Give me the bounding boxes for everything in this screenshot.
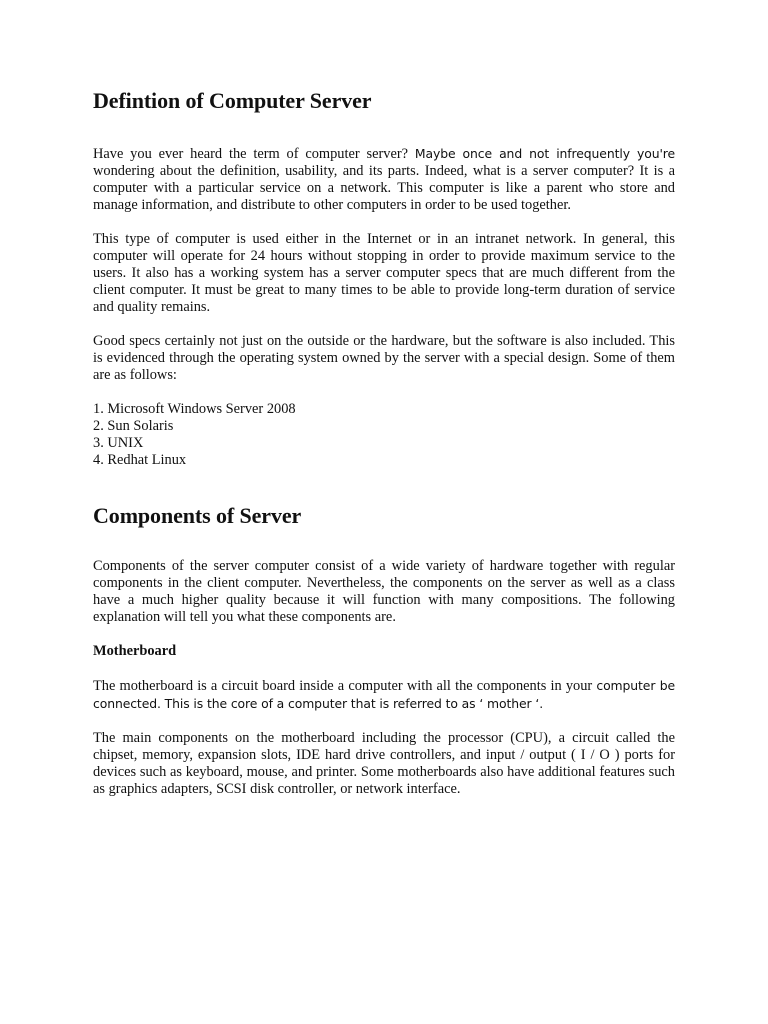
os-list-item: 3. UNIX xyxy=(93,435,144,451)
os-list xyxy=(93,401,675,469)
paragraph-operation: This type of computer is used either in the Internet or in an intranet network. In general, this computer will operate for 24 hours without stopping in order to provide maximum service to the users. It also has a working system has a server computer specs that are much different from the client computer. It must be great to many times to be able to provide long-term duration of service and quality remains. xyxy=(93,231,675,315)
paragraph-motherboard-components: The main components on the motherboard including the processor (CPU), a circuit called the chipset, memory, expansion slots, IDE hard drive controllers, and input / output ( I / O ) ports for devices such as keyboard, mouse, and printer. Some motherboards also have additional features such as graphics adapters, SCSI disk controller, or network interface. xyxy=(93,730,675,797)
paragraph-motherboard-part-b: computer be connected. This is the core of a computer that is referred to as ‘ mother ‘. xyxy=(93,678,675,711)
paragraph-components: Components of the server computer consist of a wide variety of hardware together with regular components in the client computer. Nevertheless, the components on the server as well as a class have a much higher quality because it will function with many compositions. The following explanation will tell you what these components are. xyxy=(93,558,675,625)
os-list-item: 1. Microsoft Windows Server 2008 xyxy=(93,401,296,417)
os-list-item: 4. Redhat Linux xyxy=(93,452,187,468)
section-title-definition: Defintion of Computer Server xyxy=(93,88,372,113)
paragraph-motherboard-part-a: The motherboard is a circuit board inside a computer with all the components in your xyxy=(93,678,593,694)
paragraph-specs: Good specs certainly not just on the outside or the hardware, but the software is also included. This is evidenced through the operating system owned by the server with a special design. Some of them are as follows: xyxy=(93,333,675,383)
os-list-item: 2. Sun Solaris xyxy=(93,418,174,434)
paragraph-intro-part-c: wondering about the definition, usability, and its parts. Indeed, what is a server computer? It is a computer with a particular service on a network. This computer is like a parent who store and manage information, and distribute to other computers in order to be used together. xyxy=(93,163,675,213)
paragraph-intro xyxy=(93,145,675,214)
subheading-motherboard: Motherboard xyxy=(93,643,177,659)
paragraph-intro-part-b: Maybe once and not infrequently you're xyxy=(414,146,675,161)
paragraph-motherboard-definition xyxy=(93,677,675,713)
section-title-components: Components of Server xyxy=(93,503,302,528)
paragraph-intro-part-a: Have you ever heard the term of computer server? xyxy=(93,146,415,162)
